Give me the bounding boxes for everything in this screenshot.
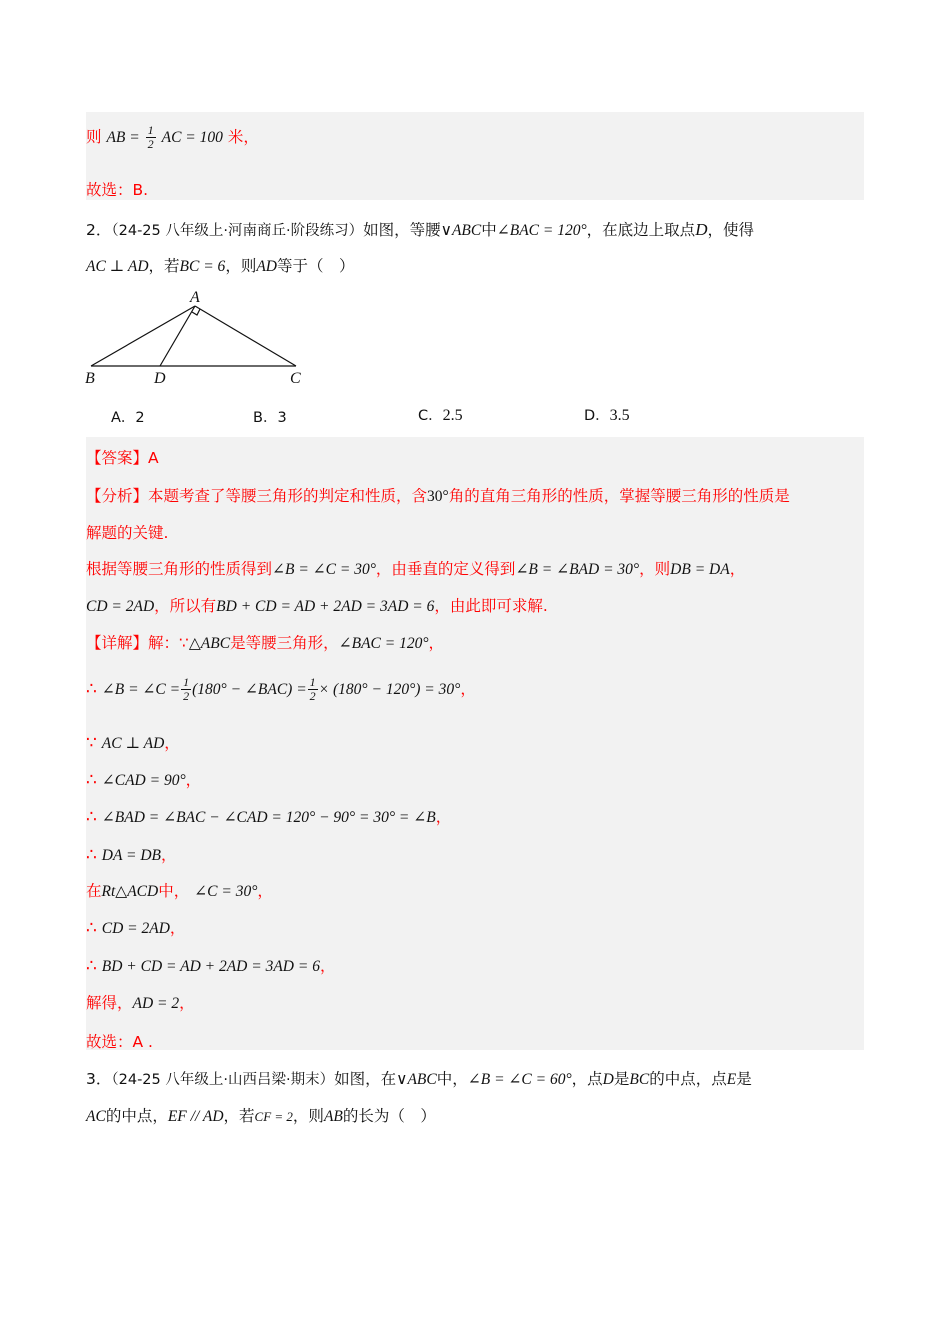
math: ∠B = ∠C = [101, 681, 181, 698]
math: AC ⊥ AD [101, 735, 165, 752]
math: ∨ABC [396, 1071, 437, 1088]
text: 在 [86, 882, 102, 900]
math: CD = 2AD [86, 598, 155, 615]
math: AD = 2 [132, 995, 180, 1012]
math: BC = 6 [179, 258, 226, 275]
text: 的中点， [105, 1107, 168, 1125]
therefore-symbol: ∴ [86, 770, 97, 790]
text: ，若 [148, 257, 180, 275]
math: D [695, 220, 708, 239]
frac-den: 2 [309, 689, 316, 703]
text: ，所以有 [154, 597, 217, 615]
analysis-line-3 [86, 557, 745, 579]
text: 等于（ ） [277, 257, 355, 275]
text: 的长为（ ） [342, 1107, 436, 1125]
math: Rt△ACD [101, 883, 159, 900]
therefore-symbol: ∴ [86, 918, 97, 938]
math: E [726, 1071, 737, 1088]
text: ， [435, 808, 452, 826]
option-a[interactable] [111, 406, 145, 427]
text: 角的直角三角形的性质，掌握等腰三角形的性质是 [448, 487, 790, 505]
detail-step-3 [86, 731, 180, 753]
text: ， [319, 957, 336, 975]
analysis-line-2: 解题的关键. [86, 524, 169, 542]
text: ， [257, 882, 273, 900]
text: ，则 [292, 1107, 324, 1125]
answer-line [86, 446, 159, 468]
math: DA = DB [101, 847, 162, 864]
math: ∨ABC [440, 222, 482, 239]
text: 是 [613, 1070, 630, 1088]
option-value: 2.5 [442, 407, 463, 424]
previous-answer-choice: 故选：B. [86, 181, 149, 199]
text: ， [161, 846, 177, 864]
text: 根据等腰三角形的性质得到 [86, 560, 273, 578]
text: ，使得 [707, 221, 754, 239]
detail-step-5 [86, 805, 451, 827]
text: 中， [436, 1070, 468, 1088]
option-value: 3 [277, 410, 287, 426]
math: BD + CD = AD + 2AD = 3AD = 6 [216, 598, 435, 615]
fraction [146, 124, 156, 151]
label-a: A [190, 289, 200, 306]
therefore-symbol: ∴ [86, 956, 97, 976]
text: ，点 [571, 1070, 603, 1088]
side-ab [91, 306, 195, 366]
math: DB = DA [670, 561, 730, 578]
therefore-symbol: ∴ [86, 679, 97, 699]
math: D [602, 1071, 614, 1088]
math: AD [256, 258, 277, 275]
text: 中 [481, 221, 497, 239]
text: ，由此即可求解. [434, 597, 548, 615]
fraction [308, 676, 318, 703]
detail-step-10 [86, 991, 195, 1013]
text: ， [428, 634, 445, 652]
text: ，由垂直的定义得到 [375, 560, 516, 578]
math: AB [323, 1108, 343, 1125]
text: ， [185, 771, 202, 789]
option-c[interactable] [418, 404, 463, 425]
therefore-symbol: ∴ [86, 807, 97, 827]
text: 中， [158, 882, 190, 900]
text: 的中点，点 [649, 1070, 727, 1088]
math: 30° [427, 488, 449, 505]
question-2-line-2 [86, 254, 355, 276]
analysis-line-4 [86, 594, 548, 616]
math: AC = 100 [161, 129, 223, 146]
question-source: （24-25 八年级上·山西吕梁·期末） [111, 1072, 335, 1088]
math: EF // AD [167, 1108, 224, 1125]
math: AC ⊥ AD [86, 258, 149, 275]
text: 则 [86, 128, 102, 146]
text: 如图，在 [334, 1070, 397, 1088]
option-d[interactable] [584, 404, 630, 425]
question-2-line-1 [86, 218, 754, 240]
option-letter: D． [584, 408, 610, 424]
text: 米， [227, 128, 259, 146]
option-value: 2 [135, 410, 145, 426]
text: ，则 [639, 560, 671, 578]
option-letter: C． [418, 408, 443, 424]
frac-den: 2 [183, 689, 190, 703]
math: BC [629, 1071, 650, 1088]
frac-num: 1 [183, 675, 190, 689]
label-d: D [154, 370, 166, 387]
therefore-symbol: ∴ [86, 845, 97, 865]
question-3-line-2 [86, 1104, 436, 1126]
answer-value: A [148, 449, 159, 467]
detail-step-4 [86, 768, 201, 790]
detail-step-11: 故选：A . [86, 1033, 153, 1051]
math: AC [86, 1108, 106, 1125]
math: CD = 2AD [101, 920, 170, 937]
math: AB = [106, 129, 140, 146]
math: × (180° − 120°) = 30° [318, 681, 461, 698]
because-symbol: ∵ [86, 733, 97, 753]
text: ，在底边上取点 [586, 221, 696, 239]
text: 是等腰三角形， [230, 634, 339, 652]
math: ∠C = 30° [194, 883, 258, 900]
analysis-label: 【分析】 [86, 487, 149, 505]
text: 是 [736, 1070, 752, 1088]
label-b: B [85, 370, 95, 387]
math: ∠B = ∠C = 30° [272, 561, 376, 578]
segment-ad [160, 306, 195, 366]
text: ， [179, 994, 195, 1012]
frac-num: 1 [147, 123, 154, 137]
text: ， [164, 734, 180, 752]
math: CF = 2 [254, 1109, 293, 1124]
label-c: C [290, 370, 301, 387]
text: 解得， [86, 994, 133, 1012]
math: ∠BAC = 120° [496, 222, 587, 239]
text: 解：∵ [148, 634, 189, 652]
detail-step-7 [86, 879, 273, 901]
text: ，则 [225, 257, 257, 275]
side-ac [195, 306, 296, 366]
math: (180° − ∠BAC) = [192, 681, 307, 698]
math: △ABC [188, 635, 231, 652]
frac-den: 2 [147, 137, 154, 151]
math: ∠B = ∠C = 60° [467, 1071, 572, 1088]
fraction [181, 676, 191, 703]
detail-step-9 [86, 954, 335, 976]
question-3-line-1 [86, 1067, 752, 1089]
detail-line-1 [86, 631, 444, 653]
math: ∠BAD = ∠BAC − ∠CAD = 120° − 90° = 30° = ∠B [101, 809, 436, 826]
text: ， [460, 680, 476, 698]
detail-step-2 [86, 676, 476, 703]
detail-label: 【详解】 [86, 634, 149, 652]
answer-label: 【答案】 [86, 449, 149, 467]
option-value: 3.5 [609, 407, 630, 424]
detail-step-8 [86, 916, 185, 938]
math: ∠CAD = 90° [101, 772, 186, 789]
text: 本题考查了等腰三角形的判定和性质，含 [148, 487, 428, 505]
option-b[interactable] [253, 406, 287, 427]
math: ∠B = ∠BAD = 30° [515, 561, 640, 578]
text: 如图，等腰 [363, 221, 441, 239]
text: ， [169, 919, 186, 937]
math: ∠BAC = 120° [338, 635, 429, 652]
text: ， [729, 560, 746, 578]
analysis-line-1 [86, 484, 790, 506]
option-letter: A． [111, 410, 136, 426]
question-number: 3． [86, 1070, 112, 1088]
question-source: （24-25 八年级上·河南商丘·阶段练习） [111, 223, 364, 239]
question-number: 2． [86, 221, 112, 239]
detail-step-6 [86, 843, 177, 865]
question-2-figure [80, 286, 320, 390]
option-letter: B． [253, 410, 278, 426]
text: ，若 [223, 1107, 255, 1125]
previous-answer-line-1 [86, 124, 259, 151]
math: BD + CD = AD + 2AD = 3AD = 6 [101, 958, 320, 975]
frac-num: 1 [309, 675, 316, 689]
